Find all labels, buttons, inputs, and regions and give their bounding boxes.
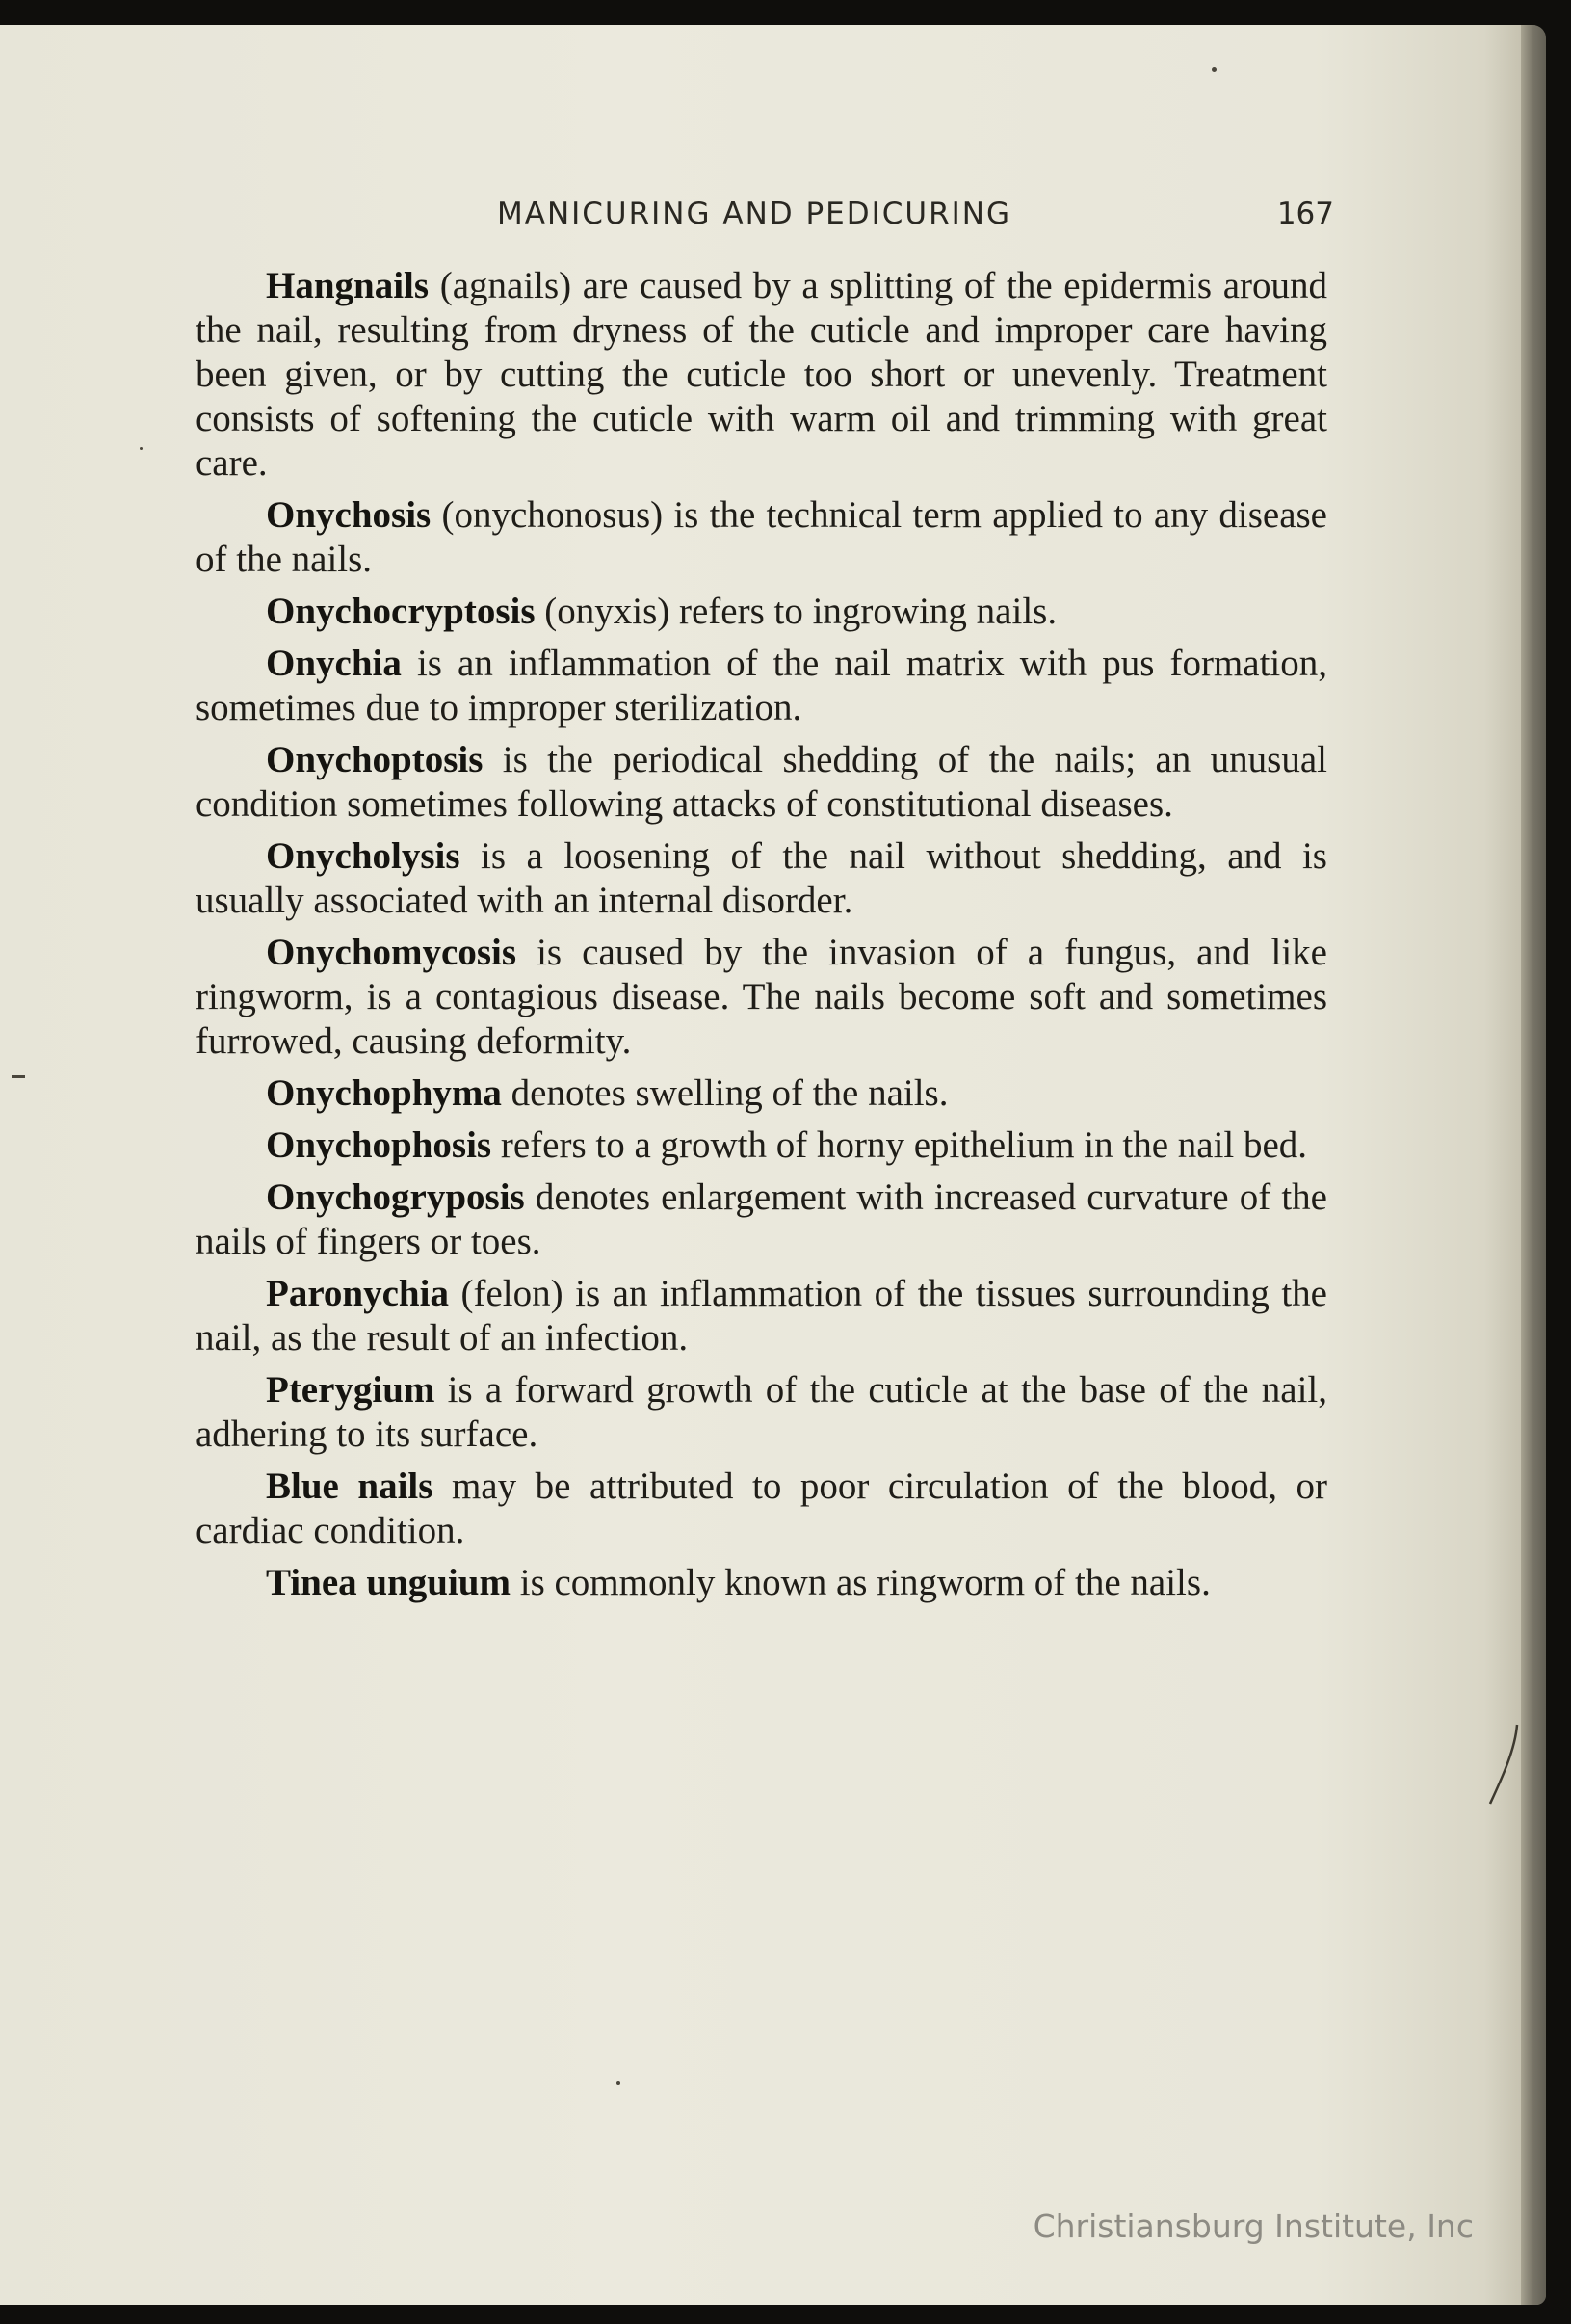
entry-text: (felon) is an inflammation of the tissues surrounding the nail, as the result of an infection.: [196, 1273, 1327, 1359]
entry-blue-nails: [196, 1465, 1327, 1553]
entry-term: Onychoptosis: [266, 739, 484, 780]
entry-text: (onychonosus) is the technical term applied to any disease of the nails.: [196, 494, 1327, 580]
watermark: Christiansburg Institute, Inc: [1033, 2207, 1474, 2245]
entry-term: Pterygium: [266, 1369, 435, 1411]
entry-term: Onychomycosis: [266, 932, 517, 973]
entry-term: Tinea unguium: [266, 1562, 511, 1603]
entry-text: is the periodical shedding of the nails; an unusual condition sometimes following attacks of constitutional diseases.: [196, 739, 1327, 825]
entry-onychocryptosis: [196, 590, 1327, 634]
entry-pterygium: [196, 1368, 1327, 1457]
page-edge-shadow: [1521, 25, 1546, 2305]
entry-hangnails: [196, 264, 1327, 486]
book-page: [0, 25, 1546, 2305]
page-number: 167: [1276, 197, 1334, 231]
entry-onychoptosis: [196, 738, 1327, 827]
entry-text: is a forward growth of the cuticle at the base of the nail, adhering to its surface.: [196, 1369, 1327, 1455]
entry-onychophosis: [196, 1123, 1327, 1168]
entry-term: Onychophosis: [266, 1124, 492, 1166]
paper-speck: [616, 2081, 620, 2085]
entry-term: Onychophyma: [266, 1072, 502, 1114]
entry-term: Onychocryptosis: [266, 591, 536, 632]
entry-tinea-unguium: [196, 1561, 1327, 1605]
entry-term: Blue nails: [266, 1466, 433, 1507]
entry-term: Hangnails: [266, 265, 430, 306]
entry-term: Onychogryposis: [266, 1176, 525, 1218]
entry-text: denotes swelling of the nails.: [501, 1072, 949, 1114]
body-text: [196, 264, 1327, 1613]
entry-onychia: [196, 642, 1327, 730]
running-head: [193, 197, 1334, 245]
paper-speck: [1212, 67, 1217, 72]
running-head-title: MANICURING AND PEDICURING: [497, 197, 1012, 231]
entry-text: refers to a growth of horny epithelium in the nail bed.: [491, 1124, 1308, 1166]
entry-text: (agnails) are caused by a splitting of the epidermis around the nail, resulting from dryness of the cuticle and improper care having been given, or by cutting the cuticle too short or unevenly. Treatment consists of softening the cuticle with warm oil and trimming with great care.: [196, 265, 1327, 484]
entry-text: is commonly known as ringworm of the nails.: [510, 1562, 1211, 1603]
entry-onychophyma: [196, 1071, 1327, 1116]
entry-text: (onyxis) refers to ingrowing nails.: [535, 591, 1058, 632]
entry-text: is caused by the invasion of a fungus, and like ringworm, is a contagious disease. The nails become soft and sometimes furrowed, causing deformity.: [196, 932, 1327, 1062]
paper-speck: [12, 1075, 25, 1078]
entry-text: is a loosening of the nail without shedding, and is usually associated with an internal disorder.: [196, 835, 1327, 921]
entry-text: may be attributed to poor circulation of the blood, or cardiac condition.: [196, 1466, 1327, 1551]
paper-speck: [140, 447, 143, 450]
entry-onycholysis: [196, 834, 1327, 923]
pencil-mark: [1488, 1721, 1527, 1808]
entry-term: Paronychia: [266, 1273, 449, 1314]
entry-term: Onychosis: [266, 494, 432, 536]
entry-onychosis: [196, 493, 1327, 582]
entry-term: Onychia: [266, 643, 402, 684]
entry-term: Onycholysis: [266, 835, 460, 877]
entry-paronychia: [196, 1272, 1327, 1360]
entry-onychomycosis: [196, 931, 1327, 1064]
entry-text: is an inflammation of the nail matrix with pus formation, sometimes due to improper sterilization.: [196, 643, 1327, 728]
entry-onychogryposis: [196, 1175, 1327, 1264]
entry-text: denotes enlargement with increased curvature of the nails of fingers or toes.: [196, 1176, 1327, 1262]
